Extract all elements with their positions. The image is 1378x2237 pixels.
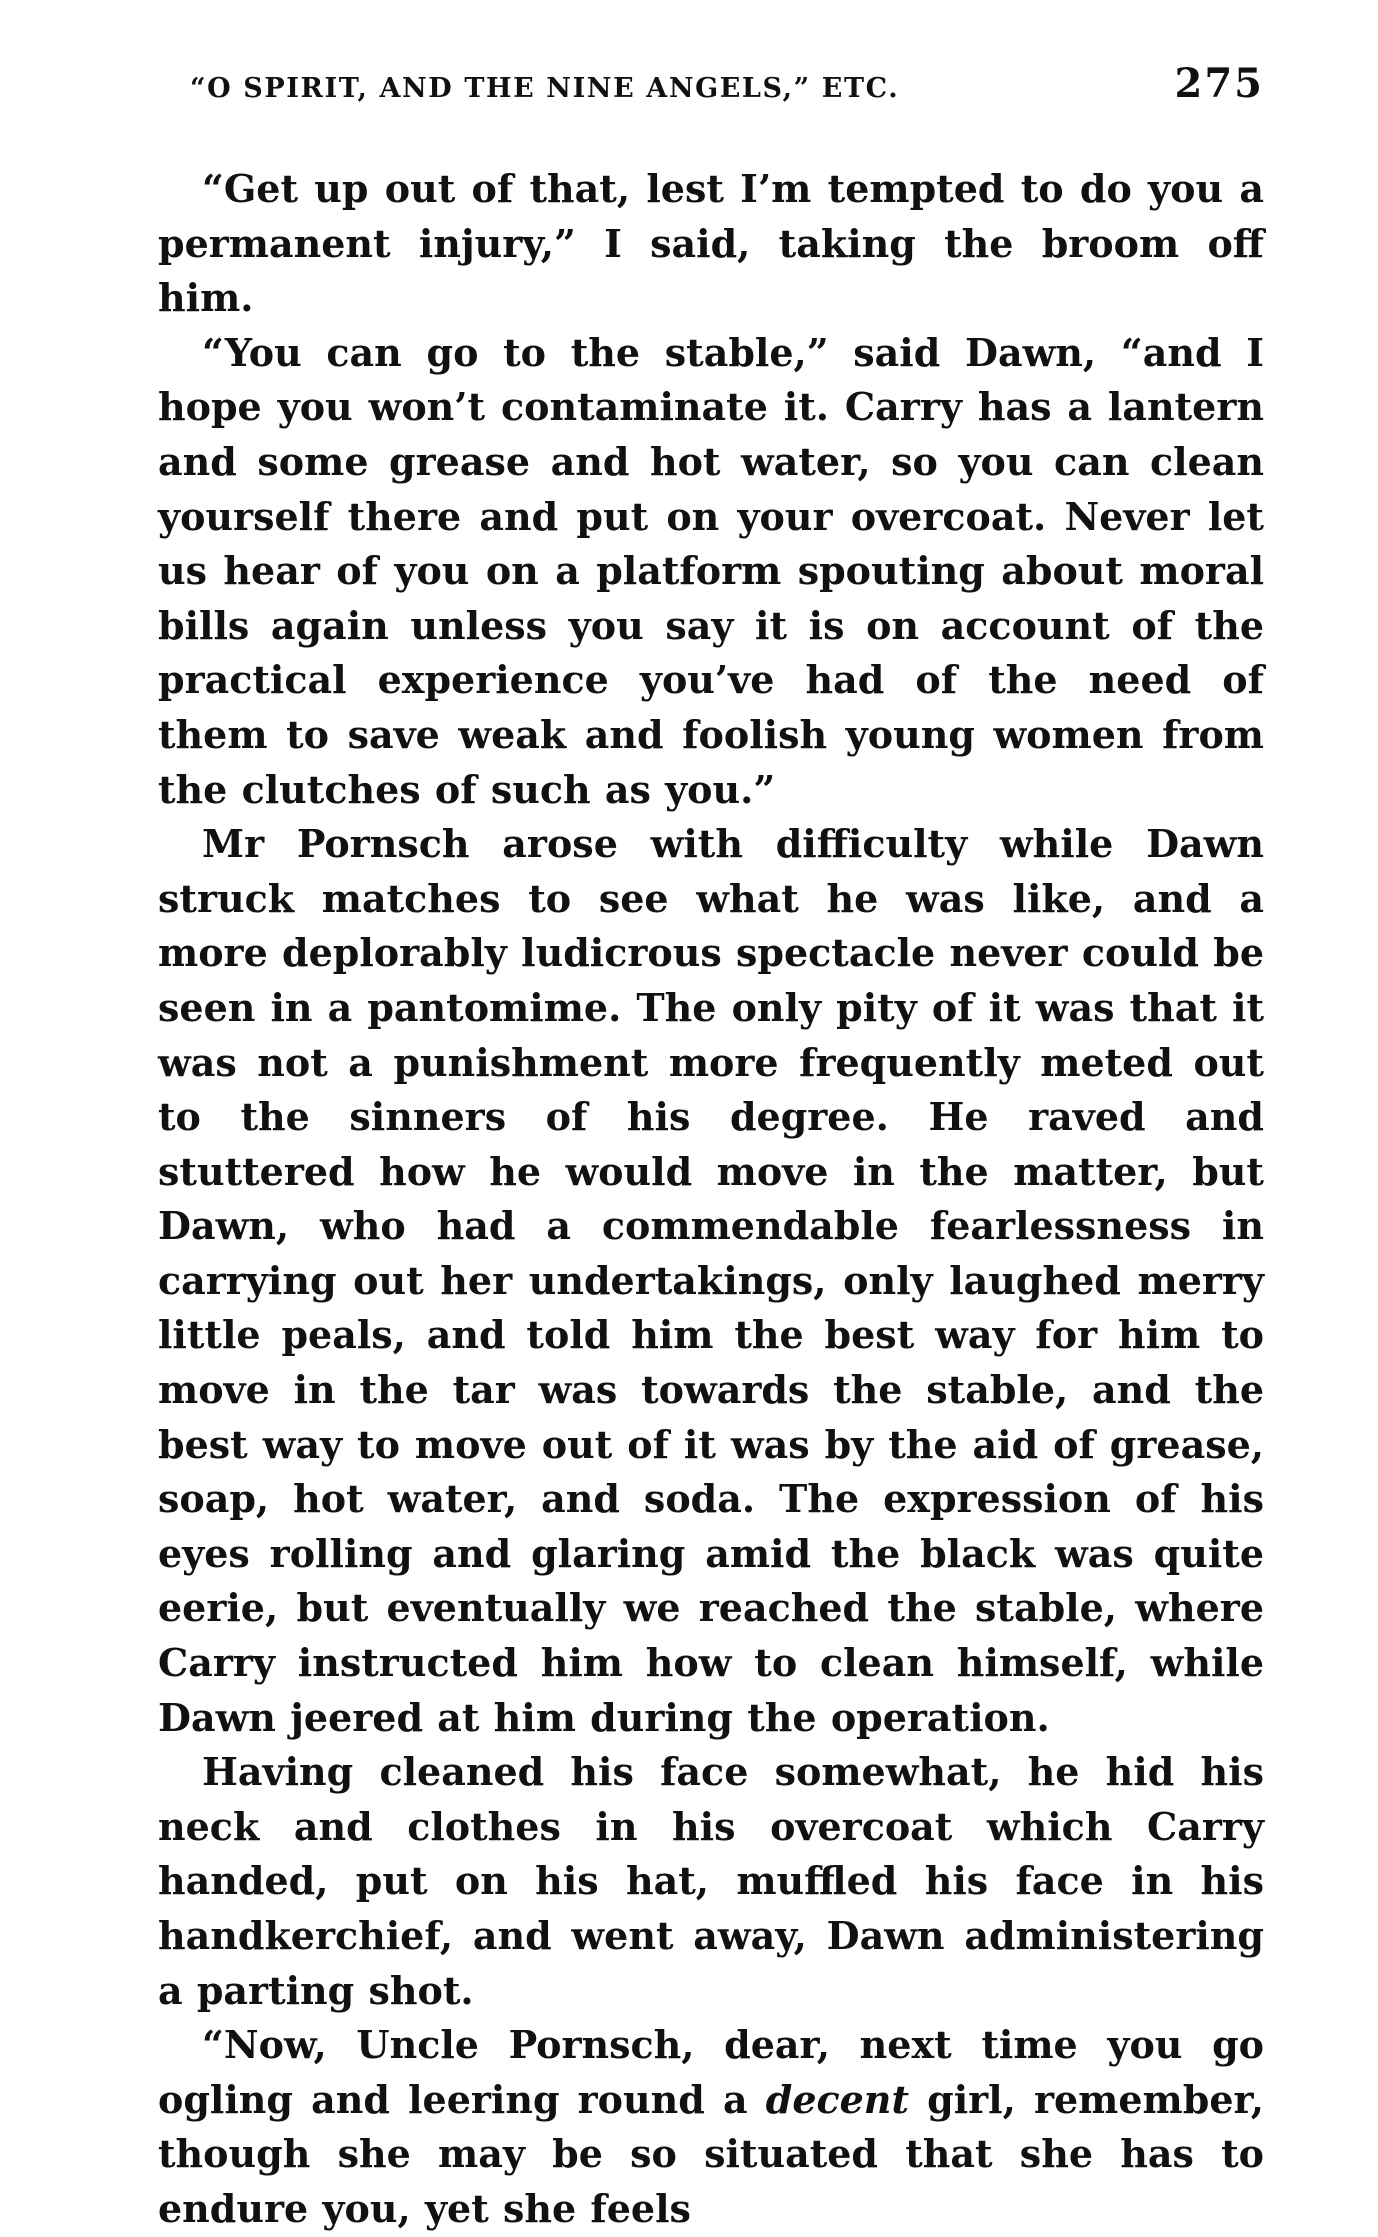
book-page xyxy=(158,60,1264,2237)
running-head xyxy=(158,60,1264,132)
paragraph: “Get up out of that, lest I’m tempted to do you a permanent injury,” I said, taking the broom off him. xyxy=(158,166,1264,321)
page-number: 275 xyxy=(1174,60,1264,107)
paragraph-text: “Now, Uncle Pornsch, dear, next time you go ogling and leering round a xyxy=(158,2022,1264,2122)
paragraph: “You can go to the stable,” said Dawn, “and I hope you won’t contaminate it. Carry has a lantern and some grease and hot water, so you can clean yourself there and put on your overcoat. Never let us hear of you on a platform spouting about moral bills again unless you say it is on account of the practical experience you’ve had of the need of them to save weak and foolish young women from the clutches of such as you.” xyxy=(158,329,1264,812)
body-text xyxy=(158,162,1264,2237)
paragraph-text: girl, remember, though she may be so situated that she has to endure you, yet she feels xyxy=(158,2076,1264,2231)
paragraph: Having cleaned his face somewhat, he hid his neck and clothes in his overcoat which Carry handed, put on his hat, muffled his face in his handkerchief, and went away, Dawn administering a parting shot. xyxy=(158,1749,1264,2013)
paragraph: Mr Pornsch arose with difficulty while Dawn struck matches to see what he was like, and a more deplorably ludicrous spectacle never could be seen in a pantomime. The only pity of it was that it was not a punishment more frequently meted out to the sinners of his degree. He raved and stuttered how he would move in the matter, but Dawn, who had a commendable fearlessness in carrying out her undertakings, only laughed merry little peals, and told him the best way for him to move in the tar was towards the stable, and the best way to move out of it was by the aid of grease, soap, hot water, and soda. The expression of his eyes rolling and glaring amid the black was quite eerie, but eventually we reached the stable, where Carry instructed him how to clean himself, while Dawn jeered at him during the operation. xyxy=(158,821,1264,1740)
paragraph-last xyxy=(158,2018,1264,2236)
italic-word: decent xyxy=(765,2076,909,2122)
running-title: “O SPIRIT, AND THE NINE ANGELS,” ETC. xyxy=(190,73,900,104)
